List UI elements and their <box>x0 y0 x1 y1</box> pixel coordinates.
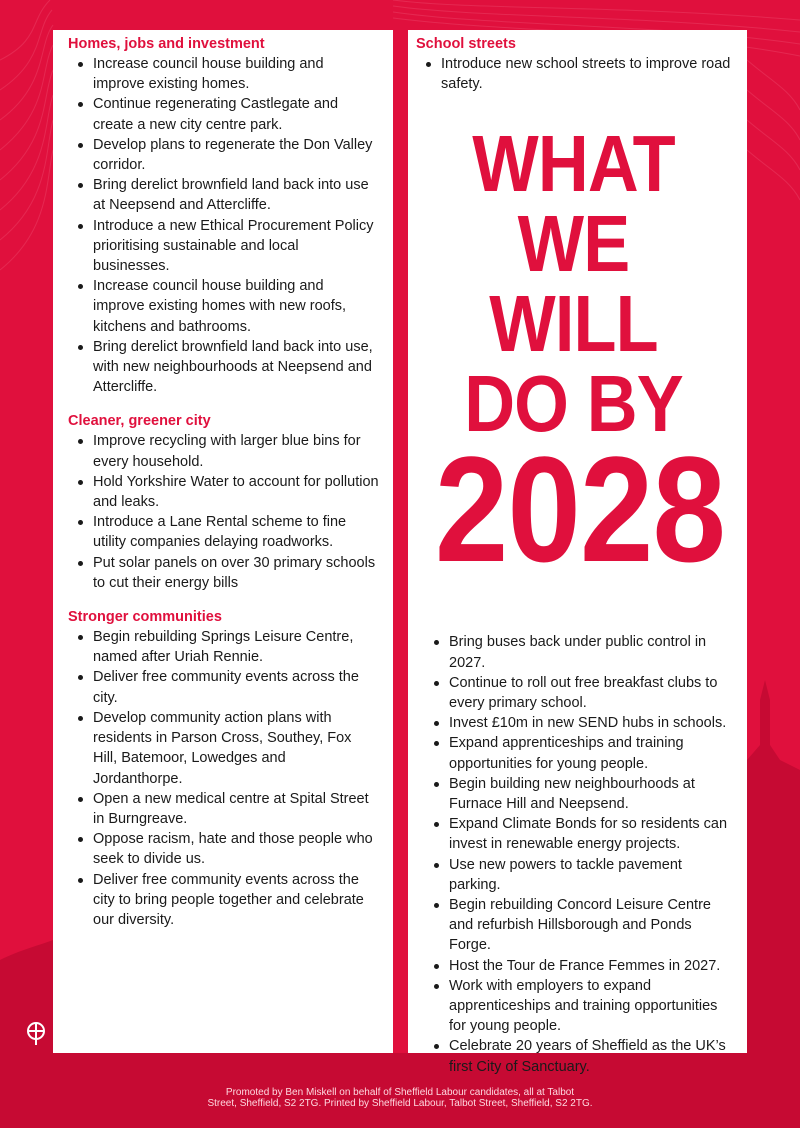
section-heading-school-streets: School streets <box>416 36 516 52</box>
left-panel <box>53 30 393 1053</box>
list-item: Expand apprenticeships and training opportunities for young people. <box>449 733 731 773</box>
list-item: Develop community action plans with residents in Parson Cross, Southey, Fox Hill, Batemoor, Lowedges and Jordanthorpe. <box>93 708 379 789</box>
labour-rose-icon <box>25 1020 47 1046</box>
list-item: Deliver free community events across the city to bring people together and celebrate our diversity. <box>93 870 379 931</box>
list-item: Increase council house building and improve existing homes. <box>93 54 379 94</box>
list-item: Develop plans to regenerate the Don Valley corridor. <box>93 135 379 175</box>
list-item: Bring derelict brownfield land back into use at Neepsend and Attercliffe. <box>93 175 379 215</box>
list-item: Begin rebuilding Springs Leisure Centre, named after Uriah Rennie. <box>93 627 379 667</box>
list-item: Oppose racism, hate and those people who seek to divide us. <box>93 829 379 869</box>
headline-line-1: WHAT WE <box>472 119 675 289</box>
list-item: Introduce new school streets to improve road safety. <box>441 54 731 94</box>
headline-line-2: WILL DO BY <box>464 279 683 449</box>
list-item: Open a new medical centre at Spital Street in Burngreave. <box>93 789 379 829</box>
list-item: Improve recycling with larger blue bins for every household. <box>93 431 379 471</box>
right-panel <box>408 30 747 1075</box>
communities-list <box>68 627 379 930</box>
list-item: Introduce a new Ethical Procurement Policy prioritising sustainable and local businesses. <box>93 216 379 277</box>
list-item: Hold Yorkshire Water to account for pollution and leaks. <box>93 472 379 512</box>
list-item: Expand Climate Bonds for so residents can invest in renewable energy projects. <box>449 814 731 854</box>
list-item: Introduce a Lane Rental scheme to fine utility companies delaying roadworks. <box>93 512 379 552</box>
list-item: Begin building new neighbourhoods at Furnace Hill and Neepsend. <box>449 774 731 814</box>
list-item: Put solar panels on over 30 primary schools to cut their energy bills <box>93 553 379 593</box>
list-item: Begin rebuilding Concord Leisure Centre and refurbish Hillsborough and Ponds Forge. <box>449 895 731 956</box>
homes-list <box>68 54 379 397</box>
school-streets-list <box>416 54 731 94</box>
headline-year: 2028 <box>434 425 726 594</box>
section-heading-homes: Homes, jobs and investment <box>68 36 265 52</box>
imprint-line-2: Street, Sheffield, S2 2TG. Printed by Sheffield Labour, Talbot Street, Sheffield, S2 2TG. <box>207 1098 593 1109</box>
list-item: Work with employers to expand apprenticeships and training opportunities for young people. <box>449 976 731 1037</box>
section-heading-communities: Stronger communities <box>68 609 222 626</box>
pledges-list <box>416 632 731 1076</box>
imprint-line-1: Promoted by Ben Miskell on behalf of Sheffield Labour candidates, all at Talbot <box>225 1087 575 1098</box>
list-item: Deliver free community events across the city. <box>93 667 379 707</box>
list-item: Continue regenerating Castlegate and create a new city centre park. <box>93 94 379 134</box>
imprint-footer <box>0 1087 800 1109</box>
list-item: Bring derelict brownfield land back into use, with new neighbourhoods at Neepsend and Attercliffe. <box>93 337 379 398</box>
list-item: Invest £10m in new SEND hubs in schools. <box>449 713 731 733</box>
list-item: Bring buses back under public control in 2027. <box>449 632 731 672</box>
list-item: Use new powers to tackle pavement parking. <box>449 855 731 895</box>
list-item: Increase council house building and improve existing homes with new roofs, kitchens and bathrooms. <box>93 276 379 337</box>
greener-list <box>68 431 379 593</box>
list-item: Host the Tour de France Femmes in 2027. <box>449 956 731 976</box>
list-item: Celebrate 20 years of Sheffield as the UK’s first City of Sanctuary. <box>449 1036 731 1076</box>
section-heading-greener: Cleaner, greener city <box>68 413 211 430</box>
list-item: Continue to roll out free breakfast clubs to every primary school. <box>449 673 731 713</box>
